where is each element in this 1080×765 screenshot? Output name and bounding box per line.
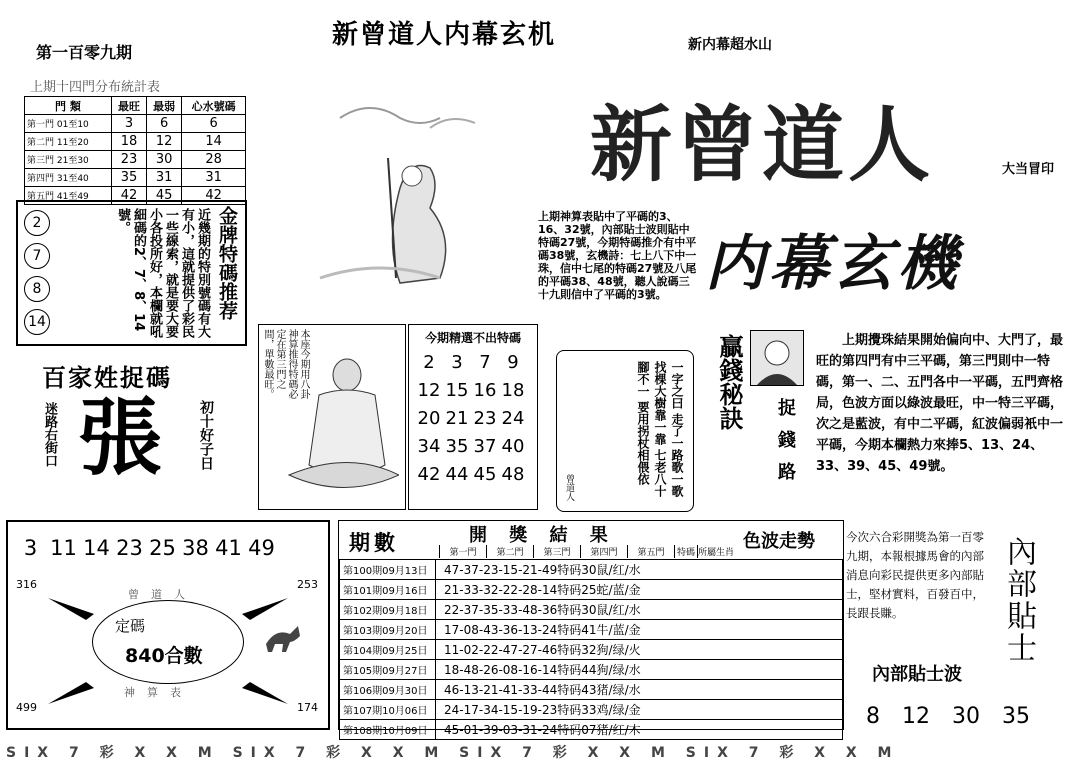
surname-big-char: 張 — [78, 388, 163, 487]
table-row: 第一門 01至10 3 6 6 — [25, 115, 246, 133]
top-right-label: 新内幕超水山 — [688, 37, 772, 53]
lucky-number: 25 — [149, 536, 176, 560]
surname-title: 百家姓捉碼 — [42, 364, 172, 392]
results-side: 色波走勢 — [743, 531, 815, 552]
lucky-number: 14 — [83, 536, 110, 560]
excluded-number: 7 — [479, 352, 491, 373]
corner-number: 316 — [16, 578, 37, 591]
excluded-number: 40 — [501, 436, 525, 457]
excluded-number: 45 — [473, 464, 497, 485]
analysis-text: 上期攪珠結果開始偏向中、大門了，最旺的第四門有中三平碼，第三門則中一特碼，第一、二、五門各中一平碼，五門齊格局，色波方面以綠波最旺，中一特三平碼，次之是藍波，有中二平碼，紅波偏弱衹中一平碼，今期本欄熱力來捧5、13、24、33、39、45、49號。 — [816, 333, 1064, 474]
portrait — [750, 330, 804, 386]
lucky-box — [6, 520, 330, 730]
circle-number: 8 — [24, 276, 50, 302]
arc-bottom: 神算表 — [124, 686, 193, 699]
center-value: 840合數 — [125, 645, 203, 667]
excluded-number: 44 — [445, 464, 469, 485]
excluded-number: 42 — [417, 464, 441, 485]
scroll-verse-box — [556, 350, 694, 512]
special-box-text: 近幾期的特別號碼有大有小，這就提供了彩民一些線索，就是要大要小各投所好，本欄就吼細碼的2、7、8、14號。 — [115, 208, 210, 338]
wealth-title: 贏錢秘訣 — [715, 334, 743, 430]
excluded-number: 48 — [501, 464, 525, 485]
footer-strip: SIX 7 彩 X X M SIX 7 彩 X X M SIX 7 彩 X X M SIX 7 彩 X X M — [6, 745, 900, 761]
recap-text: 上期神算表貼中了平碼的3、16、32號，內部貼士波則貼中特碼27號，今期特碼推介有中平碼38號，玄機詩：七上八下中一珠，信中七尾的特碼27號及八尾的平碼38、48號，聽人說碼三十九則信中了平碼的3號。 — [538, 210, 697, 301]
results-title: 開 獎 結 果 — [469, 525, 616, 546]
buddha-figure — [269, 335, 399, 505]
excluded-box — [408, 324, 538, 510]
table-row: 第108期10月09日 45-01-39-03-31-24特码07猪/红/木 — [340, 720, 843, 740]
period-header: 期數 — [349, 530, 399, 555]
results-subheaders: 第一門 第二門 第三門 第四門 第五門 特碼 所屬生肖 — [439, 545, 734, 558]
buddha-text: 本座今期用八卦神算推得特碼必定在第三門之間，單數最旺。 — [262, 329, 309, 399]
main-title: 新曾道人内幕玄机 — [332, 20, 557, 50]
min-col-header: 最弱 — [147, 97, 182, 115]
excluded-number: 9 — [507, 352, 519, 373]
excluded-number: 23 — [473, 408, 497, 429]
scroll-sign: 曾道人 — [564, 474, 574, 501]
issue-number: 第一百零九期 — [36, 43, 133, 62]
circle-number: 2 — [24, 210, 50, 236]
surname-left-text: 迷路右街口 — [42, 402, 57, 467]
lucky-number: 41 — [215, 536, 242, 560]
circle-number: 14 — [24, 309, 50, 335]
surname-right-text: 初十好子日 — [198, 400, 214, 470]
results-table — [339, 559, 843, 740]
excluded-number: 37 — [473, 436, 497, 457]
table-row: 第104期09月25日 11-02-22-47-27-46特码32狗/绿/火 — [340, 640, 843, 660]
center-label: 定碼 — [115, 617, 146, 635]
tip-number: 30 — [952, 704, 980, 729]
door-table — [24, 96, 246, 205]
corner-number: 499 — [16, 701, 37, 714]
notice-text: 今次六合彩開獎為第一百零九期，本報根據馬會的內部消息向彩民提供更多內部貼士，堅材實料，百發百中，長跟長賺。 — [846, 530, 984, 620]
excluded-number: 20 — [417, 408, 441, 429]
table-row: 第三門 21至30 23 30 28 — [25, 151, 246, 169]
results-box — [338, 520, 844, 737]
table-row: 第107期10月06日 24-17-34-15-19-23特码33鸡/绿/金 — [340, 700, 843, 720]
wealth-sub: 捉錢路 — [775, 398, 796, 494]
table-row: 第二門 11至20 18 12 14 — [25, 133, 246, 151]
excluded-number: 15 — [445, 380, 469, 401]
excluded-number: 35 — [445, 436, 469, 457]
excluded-number: 24 — [501, 408, 525, 429]
max-col-header: 最旺 — [111, 97, 146, 115]
arc-top: 曾道人 — [128, 588, 197, 601]
pick-col-header: 心水號碼 — [182, 97, 246, 115]
lucky-number: 38 — [182, 536, 209, 560]
lucky-numbers — [14, 536, 278, 560]
circle-number: 7 — [24, 243, 50, 269]
excluded-number: 34 — [417, 436, 441, 457]
table-row: 第103期09月20日 17-08-43-36-13-24特码41牛/蓝/金 — [340, 620, 843, 640]
excluded-title: 今期精選不出特碼 — [424, 331, 521, 345]
scroll-verse: 一字之曰 走了一路歌一歌 找棵大樹靠一靠 七老八十腳不一 要用拐杖相偎依 — [636, 361, 684, 498]
table-row: 第101期09月16日 21-33-32-22-28-14特码25蛇/蓝/金 — [340, 580, 843, 600]
excluded-number: 16 — [473, 380, 497, 401]
lucky-number: 23 — [116, 536, 143, 560]
table-row: 第100期09月13日 47-37-23-15-21-49特码30鼠/红/水 — [340, 560, 843, 580]
lucky-number: 11 — [50, 536, 77, 560]
tip-number: 8 — [866, 704, 880, 729]
excluded-number: 12 — [417, 380, 441, 401]
excluded-number: 21 — [445, 408, 469, 429]
corner-number: 253 — [297, 578, 318, 591]
corner-number: 174 — [297, 701, 318, 714]
door-table-caption: 上期十四門分布統計表 — [30, 80, 161, 95]
tips-numbers — [866, 704, 1030, 729]
tip-number: 35 — [1002, 704, 1030, 729]
buddha-box — [258, 324, 406, 510]
table-row: 第102期09月18日 22-37-35-33-48-36特码30鼠/红/水 — [340, 600, 843, 620]
excluded-number: 2 — [423, 352, 435, 373]
excluded-number: 3 — [451, 352, 463, 373]
stamp-label: 大当冒印 — [1002, 162, 1055, 177]
excluded-number: 18 — [501, 380, 525, 401]
horse-icon — [262, 620, 304, 654]
tip-number: 12 — [902, 704, 930, 729]
sage-illustration — [300, 78, 535, 298]
table-row: 第五門 41至49 42 45 42 — [25, 187, 246, 205]
big-title-2: 内幕玄機 — [705, 229, 961, 299]
lucky-number: 3 — [23, 536, 38, 560]
lucky-number: 49 — [248, 536, 275, 560]
door-col-header: 門 類 — [25, 97, 112, 115]
tips-title: 內部貼士波 — [872, 664, 962, 685]
big-title-1: 新曾道人 — [590, 97, 935, 193]
center-ellipse — [92, 600, 244, 684]
special-box — [16, 200, 247, 346]
table-row: 第106期09月30日 46-13-21-41-33-44特码43猪/绿/水 — [340, 680, 843, 700]
special-box-title: 金牌特碼推荐 — [216, 206, 238, 320]
table-row: 第四門 31至40 35 31 31 — [25, 169, 246, 187]
table-row: 第105期09月27日 18-48-26-08-16-14特码44狗/绿/水 — [340, 660, 843, 680]
inside-title: 內部貼士 — [1001, 536, 1036, 664]
